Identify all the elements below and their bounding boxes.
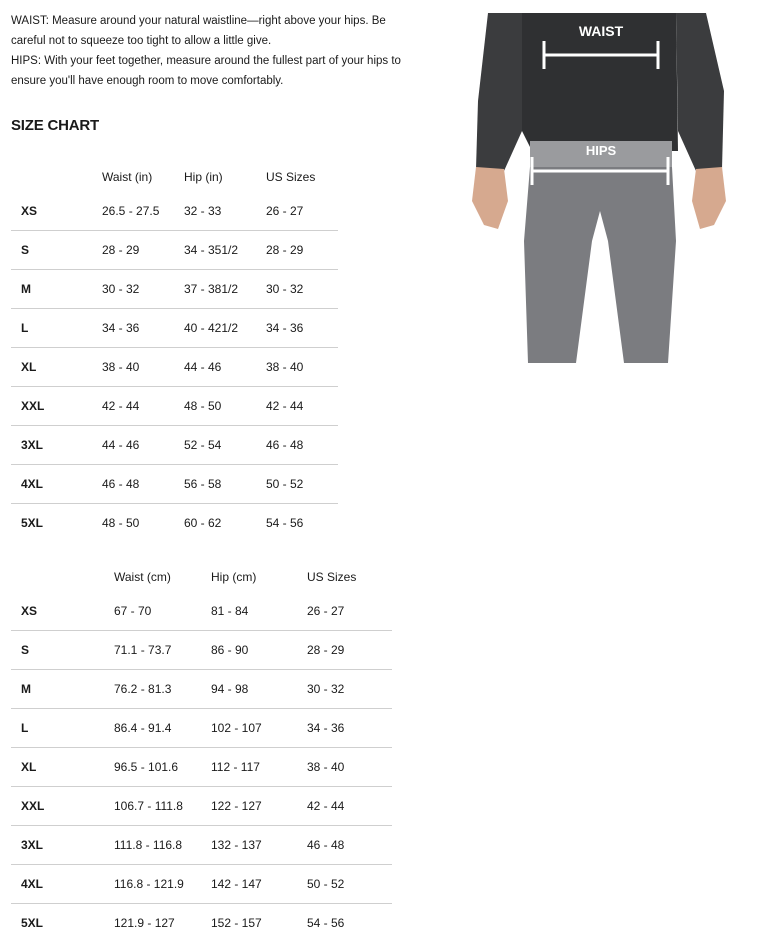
table-cell: 34 - 36 (102, 309, 184, 348)
table-cell: 121.9 - 127 (114, 904, 211, 942)
table-row (11, 231, 338, 270)
measurement-figure (468, 11, 730, 366)
table-cell: 112 - 117 (211, 748, 307, 787)
size-chart-title: SIZE CHART (11, 117, 99, 134)
table-cell: 152 - 157 (211, 904, 307, 942)
size-label: XL (11, 348, 102, 387)
table-cell: 116.8 - 121.9 (114, 865, 211, 904)
table-cell: 86 - 90 (211, 631, 307, 670)
size-label: 4XL (11, 465, 102, 504)
size-label: L (11, 309, 102, 348)
table-cell: 48 - 50 (184, 387, 266, 426)
table-cell: 30 - 32 (266, 270, 338, 309)
right-hand (692, 167, 726, 229)
table-row (11, 670, 392, 709)
size-column-header (11, 162, 102, 192)
left-hand (472, 167, 508, 229)
table-cell: 28 - 29 (102, 231, 184, 270)
table-cell: 30 - 32 (102, 270, 184, 309)
column-header: Hip (in) (184, 162, 266, 192)
table-cell: 38 - 40 (307, 748, 392, 787)
table-cell: 34 - 36 (307, 709, 392, 748)
table-cell: 81 - 84 (211, 592, 307, 631)
table-cell: 71.1 - 73.7 (114, 631, 211, 670)
table-row (11, 826, 392, 865)
size-label: XS (11, 192, 102, 231)
size-label: XS (11, 592, 114, 631)
table-cell: 28 - 29 (266, 231, 338, 270)
body-silhouette-illustration (468, 11, 730, 366)
table-header-row (11, 162, 338, 192)
size-label: 4XL (11, 865, 114, 904)
table-cell: 40 - 421/2 (184, 309, 266, 348)
size-table-inches (11, 162, 338, 542)
table-cell: 46 - 48 (266, 426, 338, 465)
table-cell: 34 - 36 (266, 309, 338, 348)
table-cell: 122 - 127 (211, 787, 307, 826)
table-cell: 26 - 27 (266, 192, 338, 231)
table-cell: 102 - 107 (211, 709, 307, 748)
size-label: XL (11, 748, 114, 787)
table-cell: 37 - 381/2 (184, 270, 266, 309)
table-row (11, 348, 338, 387)
column-header: Waist (cm) (114, 562, 211, 592)
size-label: 5XL (11, 904, 114, 942)
table-row (11, 192, 338, 231)
waist-label: WAIST (579, 23, 624, 39)
table-row (11, 748, 392, 787)
column-header: US Sizes (307, 562, 392, 592)
table-cell: 44 - 46 (184, 348, 266, 387)
size-label: XXL (11, 787, 114, 826)
size-table-cm (11, 562, 392, 942)
table-row (11, 465, 338, 504)
table-cell: 32 - 33 (184, 192, 266, 231)
table-cell: 60 - 62 (184, 504, 266, 543)
table-cell: 86.4 - 91.4 (114, 709, 211, 748)
table-cell: 50 - 52 (307, 865, 392, 904)
column-header: Hip (cm) (211, 562, 307, 592)
size-label: S (11, 231, 102, 270)
table-cell: 30 - 32 (307, 670, 392, 709)
table-cell: 42 - 44 (102, 387, 184, 426)
table-cell: 38 - 40 (266, 348, 338, 387)
table-cell: 50 - 52 (266, 465, 338, 504)
table-cell: 94 - 98 (211, 670, 307, 709)
table-row (11, 309, 338, 348)
size-label: 3XL (11, 426, 102, 465)
size-label: 3XL (11, 826, 114, 865)
table-row (11, 426, 338, 465)
size-label: L (11, 709, 114, 748)
measurement-instructions (11, 11, 401, 91)
size-label: 5XL (11, 504, 102, 543)
table-row (11, 270, 338, 309)
right-arm (676, 13, 724, 171)
table-row (11, 631, 392, 670)
table-row (11, 504, 338, 543)
leggings (524, 167, 676, 363)
table-cell: 111.8 - 116.8 (114, 826, 211, 865)
hips-instruction: HIPS: With your feet together, measure around the fullest part of your hips to ensure you'll have enough room to move comfortably. (11, 51, 401, 91)
table-cell: 34 - 351/2 (184, 231, 266, 270)
table-cell: 52 - 54 (184, 426, 266, 465)
table-row (11, 787, 392, 826)
size-label: S (11, 631, 114, 670)
table-cell: 46 - 48 (102, 465, 184, 504)
column-header: Waist (in) (102, 162, 184, 192)
left-arm (476, 13, 522, 171)
table-row (11, 709, 392, 748)
table-cell: 106.7 - 111.8 (114, 787, 211, 826)
table-row (11, 904, 392, 942)
table-cell: 28 - 29 (307, 631, 392, 670)
table-cell: 54 - 56 (307, 904, 392, 942)
table-cell: 67 - 70 (114, 592, 211, 631)
waist-instruction: WAIST: Measure around your natural waistline—right above your hips. Be careful not to squeeze too tight to allow a little give. (11, 11, 401, 51)
column-header: US Sizes (266, 162, 338, 192)
table-cell: 26.5 - 27.5 (102, 192, 184, 231)
table-cell: 48 - 50 (102, 504, 184, 543)
table-cell: 46 - 48 (307, 826, 392, 865)
hips-label: HIPS (586, 143, 617, 158)
table-cell: 44 - 46 (102, 426, 184, 465)
table-cell: 42 - 44 (307, 787, 392, 826)
size-label: M (11, 270, 102, 309)
size-label: XXL (11, 387, 102, 426)
table-header-row (11, 562, 392, 592)
size-column-header (11, 562, 114, 592)
table-cell: 76.2 - 81.3 (114, 670, 211, 709)
table-row (11, 592, 392, 631)
size-label: M (11, 670, 114, 709)
table-cell: 38 - 40 (102, 348, 184, 387)
table-row (11, 865, 392, 904)
table-cell: 132 - 137 (211, 826, 307, 865)
table-row (11, 387, 338, 426)
table-cell: 42 - 44 (266, 387, 338, 426)
table-cell: 54 - 56 (266, 504, 338, 543)
table-cell: 26 - 27 (307, 592, 392, 631)
table-cell: 56 - 58 (184, 465, 266, 504)
table-cell: 96.5 - 101.6 (114, 748, 211, 787)
table-cell: 142 - 147 (211, 865, 307, 904)
